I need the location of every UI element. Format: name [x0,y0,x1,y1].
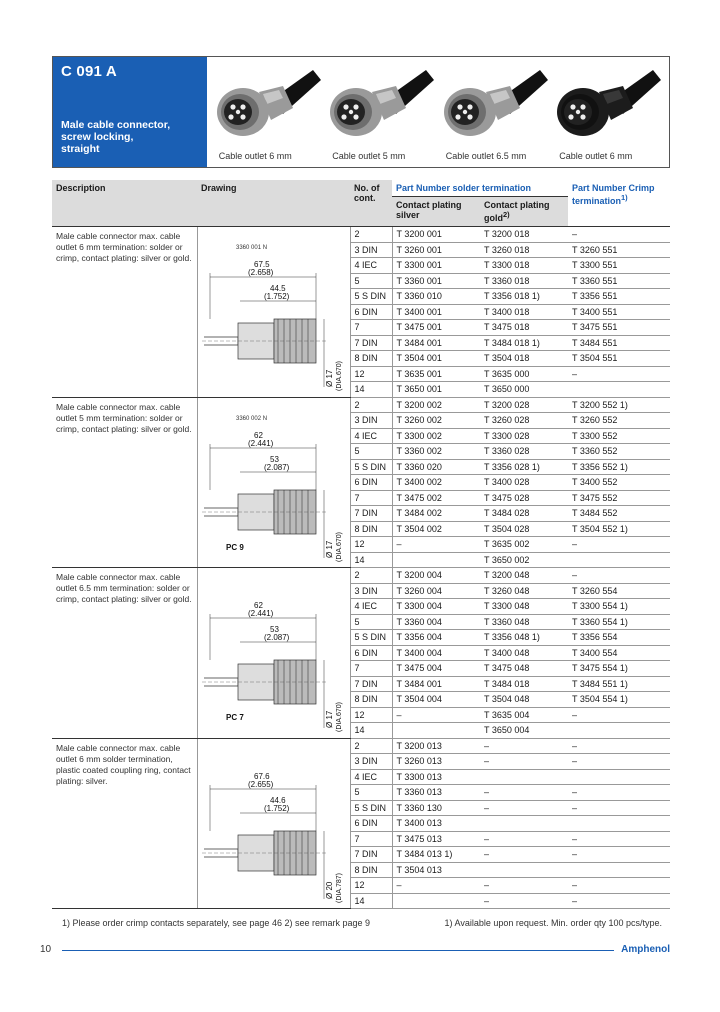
gold-part-number: T 3635 002 [480,537,568,553]
table-row [52,568,670,584]
gold-part-number: T 3635 000 [480,366,568,382]
gold-part-number: – [480,847,568,863]
group-description: Male cable connector max. cable outlet 6.5 mm termination: solder or crimp, contact plating: silver or gold. [52,568,197,739]
contact-count: 6 DIN [350,645,392,661]
drawing-dim-overall-in: (2.441) [247,609,273,618]
silver-part-number: T 3504 002 [392,521,480,537]
gold-part-number: T 3475 018 [480,320,568,336]
crimp-part-number: T 3200 552 1) [568,397,670,413]
gold-part-number: T 3635 004 [480,707,568,723]
gold-part-number: – [480,738,568,754]
crimp-part-number: – [568,568,670,584]
silver-part-number: T 3300 004 [392,599,480,615]
col-gold-label: Contact plating gold [484,200,550,223]
group-description: Male cable connector max. cable outlet 5 mm termination: solder or crimp, contact plating: silver or gold. [52,397,197,568]
drawing-dim-body: 44.6 [269,795,286,805]
col-crimp-label: Part Number Crimp termination [572,183,655,206]
col-contacts: No. of cont. [350,180,392,227]
contact-count: 2 [350,568,392,584]
crimp-part-number: T 3360 554 1) [568,614,670,630]
table-row [52,738,670,754]
silver-part-number: T 3400 013 [392,816,480,832]
silver-part-number: T 3200 001 [392,227,480,243]
gold-part-number: – [480,831,568,847]
gold-part-number: T 3260 048 [480,583,568,599]
contact-count: 5 S DIN [350,459,392,475]
connector-photo [213,62,323,161]
silver-part-number: T 3484 002 [392,506,480,522]
group-drawing [197,568,350,739]
silver-part-number: T 3360 010 [392,289,480,305]
connector-illustration-icon [213,62,323,147]
crimp-part-number [568,552,670,568]
crimp-part-number [568,382,670,398]
gold-part-number: T 3650 000 [480,382,568,398]
contact-count: 14 [350,723,392,739]
silver-part-number: T 3400 001 [392,304,480,320]
technical-drawing [198,398,350,566]
crimp-part-number: T 3260 552 [568,413,670,429]
contact-count: 5 [350,273,392,289]
silver-part-number [392,552,480,568]
group-drawing [197,227,350,398]
connector-photo [440,62,550,161]
crimp-part-number: – [568,831,670,847]
crimp-part-number: – [568,785,670,801]
drawing-ref: 3360 002 N [235,415,267,422]
contact-count: 7 [350,831,392,847]
drawing-dim-body-in: (1.752) [263,803,289,813]
contact-count: 12 [350,878,392,894]
contact-count: 3 DIN [350,413,392,429]
silver-part-number: T 3475 002 [392,490,480,506]
drawing-ref: 3360 001 N [235,245,267,251]
silver-part-number: T 3475 001 [392,320,480,336]
contact-count: 3 DIN [350,754,392,770]
silver-part-number: T 3484 013 1) [392,847,480,863]
connector-illustration-icon [553,62,663,147]
col-gold-note: 2) [503,210,510,219]
gold-part-number: T 3360 028 [480,444,568,460]
drawing-dim-body: 53 [269,454,279,464]
gold-part-number: T 3475 028 [480,490,568,506]
crimp-part-number: – [568,847,670,863]
drawing-diameter: Ø 17 [324,369,334,387]
crimp-part-number: – [568,227,670,243]
crimp-part-number: T 3475 552 [568,490,670,506]
drawing-diameter-in: (DIA.787) [335,872,343,903]
footer-rule [62,950,614,951]
crimp-part-number: – [568,707,670,723]
contact-count: 5 [350,785,392,801]
table-row [52,227,670,243]
silver-part-number: T 3300 001 [392,258,480,274]
crimp-part-number: – [568,800,670,816]
contact-count: 8 DIN [350,692,392,708]
contact-count: 5 S DIN [350,289,392,305]
contact-count: 7 DIN [350,676,392,692]
gold-part-number: T 3200 048 [480,568,568,584]
gold-part-number: T 3400 028 [480,475,568,491]
drawing-pc-label: PC 7 [225,713,244,722]
silver-part-number: T 3300 013 [392,769,480,785]
gold-part-number: T 3300 028 [480,428,568,444]
drawing-dim-body-in: (2.087) [263,633,289,642]
gold-part-number: T 3200 028 [480,397,568,413]
gold-part-number: T 3360 048 [480,614,568,630]
crimp-part-number: – [568,738,670,754]
contact-count: 2 [350,227,392,243]
footnotes [62,918,662,928]
connector-illustration-icon [440,62,550,147]
crimp-part-number: T 3300 552 [568,428,670,444]
crimp-part-number: T 3356 554 [568,630,670,646]
crimp-part-number [568,723,670,739]
drawing-dim-overall: 62 [253,430,263,440]
crimp-part-number: T 3400 551 [568,304,670,320]
silver-part-number: T 3360 004 [392,614,480,630]
gold-part-number [480,769,568,785]
gold-part-number: T 3484 018 [480,676,568,692]
col-description: Description [52,180,197,227]
drawing-dim-body-in: (1.752) [263,292,289,301]
crimp-part-number: T 3260 551 [568,242,670,258]
crimp-part-number: T 3260 554 [568,583,670,599]
gold-part-number: T 3400 048 [480,645,568,661]
gold-part-number: T 3200 018 [480,227,568,243]
contact-count: 12 [350,537,392,553]
drawing-diameter: Ø 17 [324,710,334,728]
crimp-part-number: T 3504 554 1) [568,692,670,708]
contact-count: 2 [350,738,392,754]
drawing-dim-overall-in: (2.441) [247,438,273,448]
gold-part-number: – [480,754,568,770]
gold-part-number: T 3360 018 [480,273,568,289]
silver-part-number: – [392,537,480,553]
silver-part-number: T 3400 004 [392,645,480,661]
silver-part-number: T 3360 020 [392,459,480,475]
silver-part-number [392,723,480,739]
drawing-dim-overall-in: (2.658) [247,268,273,277]
group-drawing [197,397,350,568]
gold-part-number: T 3504 018 [480,351,568,367]
contact-count: 3 DIN [350,242,392,258]
silver-part-number: T 3484 001 [392,335,480,351]
silver-part-number: T 3360 013 [392,785,480,801]
gold-part-number: T 3300 018 [480,258,568,274]
contact-count: 7 [350,490,392,506]
photo-caption: Cable outlet 6 mm [559,151,633,161]
silver-part-number: T 3300 002 [392,428,480,444]
crimp-part-number: T 3400 552 [568,475,670,491]
silver-part-number: T 3475 004 [392,661,480,677]
crimp-part-number: T 3484 552 [568,506,670,522]
crimp-part-number: T 3504 551 [568,351,670,367]
contact-count: 7 DIN [350,847,392,863]
silver-part-number: T 3360 130 [392,800,480,816]
silver-part-number: T 3504 001 [392,351,480,367]
silver-part-number: T 3260 004 [392,583,480,599]
crimp-part-number: T 3484 551 1) [568,676,670,692]
crimp-part-number: T 3504 552 1) [568,521,670,537]
gold-part-number: T 3475 048 [480,661,568,677]
silver-part-number: T 3504 013 [392,862,480,878]
col-crimp-note: 1) [621,193,628,202]
silver-part-number: – [392,878,480,894]
group-description: Male cable connector max. cable outlet 6 mm termination: solder or crimp, contact plating: silver or gold. [52,227,197,398]
crimp-part-number [568,862,670,878]
product-header [52,56,670,168]
title-block [53,57,207,167]
drawing-diameter: Ø 17 [324,540,334,558]
contact-count: 14 [350,382,392,398]
silver-part-number: T 3200 002 [392,397,480,413]
col-crimp [568,180,670,227]
col-gold [480,197,568,227]
gold-part-number: T 3260 028 [480,413,568,429]
contact-count: 2 [350,397,392,413]
photo-caption: Cable outlet 6.5 mm [445,151,527,161]
silver-part-number: T 3356 004 [392,630,480,646]
contact-count: 14 [350,893,392,909]
contact-count: 5 S DIN [350,630,392,646]
contact-count: 5 [350,444,392,460]
drawing-dim-body-in: (2.087) [263,462,289,472]
technical-drawing [198,568,350,736]
contact-count: 7 DIN [350,335,392,351]
part-number-table [52,180,670,909]
connector-photo [553,62,663,161]
contact-count: 4 IEC [350,599,392,615]
drawing-diameter-in: (DIA.670) [335,531,343,562]
drawing-diameter-in: (DIA.670) [335,361,343,391]
gold-part-number: T 3356 048 1) [480,630,568,646]
drawing-diameter: Ø 20 [324,881,334,899]
silver-part-number: T 3260 013 [392,754,480,770]
gold-part-number: T 3504 028 [480,521,568,537]
drawing-dim-overall-in: (2.655) [247,779,273,789]
crimp-part-number: T 3300 554 1) [568,599,670,615]
gold-part-number [480,862,568,878]
crimp-part-number: T 3356 551 [568,289,670,305]
contact-count: 7 [350,320,392,336]
gold-part-number: T 3484 018 1) [480,335,568,351]
contact-count: 3 DIN [350,583,392,599]
contact-count: 8 DIN [350,862,392,878]
gold-part-number: – [480,878,568,894]
gold-part-number: T 3504 048 [480,692,568,708]
product-code: C 091 A [61,63,117,80]
silver-part-number: T 3650 001 [392,382,480,398]
group-drawing [197,738,350,909]
table-row [52,397,670,413]
contact-count: 12 [350,707,392,723]
silver-part-number: T 3260 002 [392,413,480,429]
contact-count: 4 IEC [350,769,392,785]
contact-count: 14 [350,552,392,568]
drawing-diameter-in: (DIA.670) [335,702,343,732]
crimp-part-number: T 3484 551 [568,335,670,351]
gold-part-number: T 3400 018 [480,304,568,320]
crimp-part-number: T 3475 554 1) [568,661,670,677]
crimp-part-number: – [568,878,670,894]
connector-photo [326,62,436,161]
silver-part-number: T 3260 001 [392,242,480,258]
silver-part-number: T 3360 001 [392,273,480,289]
contact-count: 5 S DIN [350,800,392,816]
silver-part-number: T 3400 002 [392,475,480,491]
crimp-part-number: T 3400 554 [568,645,670,661]
drawing-dim-body: 44.5 [269,284,286,293]
silver-part-number: T 3504 004 [392,692,480,708]
col-silver: Contact plating silver [392,197,480,227]
crimp-part-number: – [568,893,670,909]
page-footer [40,944,670,958]
contact-count: 7 DIN [350,506,392,522]
gold-part-number: T 3650 004 [480,723,568,739]
contact-count: 7 [350,661,392,677]
crimp-part-number: T 3360 551 [568,273,670,289]
crimp-part-number: T 3475 551 [568,320,670,336]
page-number: 10 [40,944,52,955]
contact-count: 4 IEC [350,428,392,444]
silver-part-number: T 3360 002 [392,444,480,460]
crimp-part-number [568,769,670,785]
gold-part-number: T 3356 018 1) [480,289,568,305]
drawing-dim-overall: 62 [253,601,263,610]
gold-part-number: T 3260 018 [480,242,568,258]
contact-count: 4 IEC [350,258,392,274]
crimp-part-number: T 3360 552 [568,444,670,460]
crimp-part-number: T 3356 552 1) [568,459,670,475]
contact-count: 6 DIN [350,816,392,832]
gold-part-number: T 3484 028 [480,506,568,522]
technical-drawing [198,739,350,907]
crimp-part-number: T 3300 551 [568,258,670,274]
crimp-part-number: – [568,537,670,553]
silver-part-number: T 3475 013 [392,831,480,847]
gold-part-number: T 3650 002 [480,552,568,568]
contact-count: 5 [350,614,392,630]
technical-drawing [198,227,350,395]
table-body [52,227,670,909]
photo-caption: Cable outlet 5 mm [332,151,406,161]
silver-part-number: – [392,707,480,723]
gold-part-number: – [480,785,568,801]
footnote-left: 1) Please order crimp contacts separately, see page 46 2) see remark page 9 [62,918,370,928]
gold-part-number: T 3356 028 1) [480,459,568,475]
photo-caption: Cable outlet 6 mm [218,151,292,161]
drawing-dim-overall: 67.6 [253,771,270,781]
silver-part-number: T 3484 001 [392,676,480,692]
product-description: Male cable connector, screw locking, straight [61,119,171,155]
silver-part-number: T 3635 001 [392,366,480,382]
drawing-dim-overall: 67.5 [253,260,270,269]
contact-count: 12 [350,366,392,382]
drawing-pc-label: PC 9 [225,542,244,552]
connector-illustration-icon [326,62,436,147]
crimp-part-number: – [568,366,670,382]
footnote-right: 1) Available upon request. Min. order qty 100 pcs/type. [444,918,662,928]
product-photos [207,57,669,167]
gold-part-number: – [480,893,568,909]
drawing-dim-body: 53 [269,625,279,634]
contact-count: 6 DIN [350,475,392,491]
col-solder-group: Part Number solder termination [392,180,568,197]
group-description: Male cable connector max. cable outlet 6 mm solder termination, plastic coated coupling ring, contact plating: silver. [52,738,197,909]
gold-part-number: T 3300 048 [480,599,568,615]
silver-part-number [392,893,480,909]
brand-logo: Amphenol [621,944,670,955]
contact-count: 6 DIN [350,304,392,320]
crimp-part-number: – [568,754,670,770]
gold-part-number: – [480,800,568,816]
col-drawing: Drawing [197,180,350,227]
silver-part-number: T 3200 013 [392,738,480,754]
silver-part-number: T 3200 004 [392,568,480,584]
crimp-part-number [568,816,670,832]
contact-count: 8 DIN [350,521,392,537]
gold-part-number [480,816,568,832]
contact-count: 8 DIN [350,351,392,367]
